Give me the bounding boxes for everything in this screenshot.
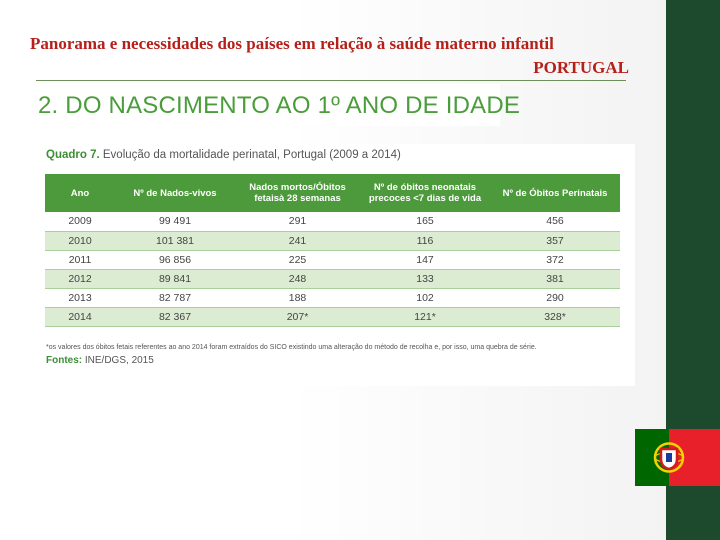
cell-stillbirths: 225: [235, 250, 360, 269]
table-caption: [46, 149, 401, 161]
cell-year: 2013: [45, 288, 115, 307]
cell-stillbirths: 188: [235, 288, 360, 307]
cell-year: 2014: [45, 307, 115, 326]
cell-live-births: 99 491: [115, 212, 235, 231]
section-heading: 2. DO NASCIMENTO AO 1º ANO DE IDADE: [38, 92, 521, 119]
table-row: [45, 231, 620, 250]
table-row: [45, 250, 620, 269]
header-live-births: Nº de Nados-vivos: [115, 174, 235, 212]
sources-label: Fontes:: [46, 355, 83, 366]
sources-text: INE/DGS, 2015: [82, 355, 154, 366]
cell-live-births: 82 787: [115, 288, 235, 307]
cell-perinatal-deaths: 328*: [490, 307, 620, 326]
cell-stillbirths: 241: [235, 231, 360, 250]
cell-perinatal-deaths: 357: [490, 231, 620, 250]
cell-neonatal-deaths: 147: [360, 250, 490, 269]
slide-subtitle: PORTUGAL: [533, 58, 629, 77]
table-sources: [46, 355, 154, 366]
header-stillbirths: Nados mortos/Óbitos fetaisà 28 semanas: [235, 174, 360, 212]
caption-label: Quadro 7.: [46, 149, 100, 161]
mortality-table: [45, 174, 620, 327]
cell-neonatal-deaths: 116: [360, 231, 490, 250]
cell-neonatal-deaths: 165: [360, 212, 490, 231]
cell-year: 2012: [45, 269, 115, 288]
cell-year: 2011: [45, 250, 115, 269]
cell-perinatal-deaths: 290: [490, 288, 620, 307]
table-row: [45, 307, 620, 326]
portugal-flag-icon: [635, 429, 720, 486]
table-row: [45, 269, 620, 288]
header-year: Ano: [45, 174, 115, 212]
cell-neonatal-deaths: 102: [360, 288, 490, 307]
cell-perinatal-deaths: 381: [490, 269, 620, 288]
cell-stillbirths: 291: [235, 212, 360, 231]
cell-year: 2010: [45, 231, 115, 250]
table-row: [45, 288, 620, 307]
cell-live-births: 89 841: [115, 269, 235, 288]
cell-stillbirths: 207*: [235, 307, 360, 326]
flag-shield-inner: [666, 453, 672, 462]
cell-perinatal-deaths: 372: [490, 250, 620, 269]
header-perinatal-deaths: Nº de Óbitos Perinatais: [490, 174, 620, 212]
cell-stillbirths: 248: [235, 269, 360, 288]
cell-year: 2009: [45, 212, 115, 231]
slide-title: Panorama e necessidades dos países em relação à saúde materno infantil: [30, 34, 554, 53]
cell-live-births: 96 856: [115, 250, 235, 269]
caption-text: Evolução da mortalidade perinatal, Portugal (2009 a 2014): [99, 149, 401, 161]
table-footnote: *os valores dos óbitos fetais referentes ao ano 2014 foram extraídos do SICO existindo uma alteração do método de recolha e, por isso, uma quebra de série.: [46, 344, 537, 351]
cell-perinatal-deaths: 456: [490, 212, 620, 231]
cell-live-births: 82 367: [115, 307, 235, 326]
cell-neonatal-deaths: 121*: [360, 307, 490, 326]
table-row: [45, 212, 620, 231]
table-header-row: [45, 174, 620, 212]
cell-neonatal-deaths: 133: [360, 269, 490, 288]
header-neonatal-deaths: Nº de óbitos neonatais precoces <7 dias de vida: [360, 174, 490, 212]
cell-live-births: 101 381: [115, 231, 235, 250]
title-divider: [36, 80, 626, 81]
table-card: [36, 144, 635, 386]
